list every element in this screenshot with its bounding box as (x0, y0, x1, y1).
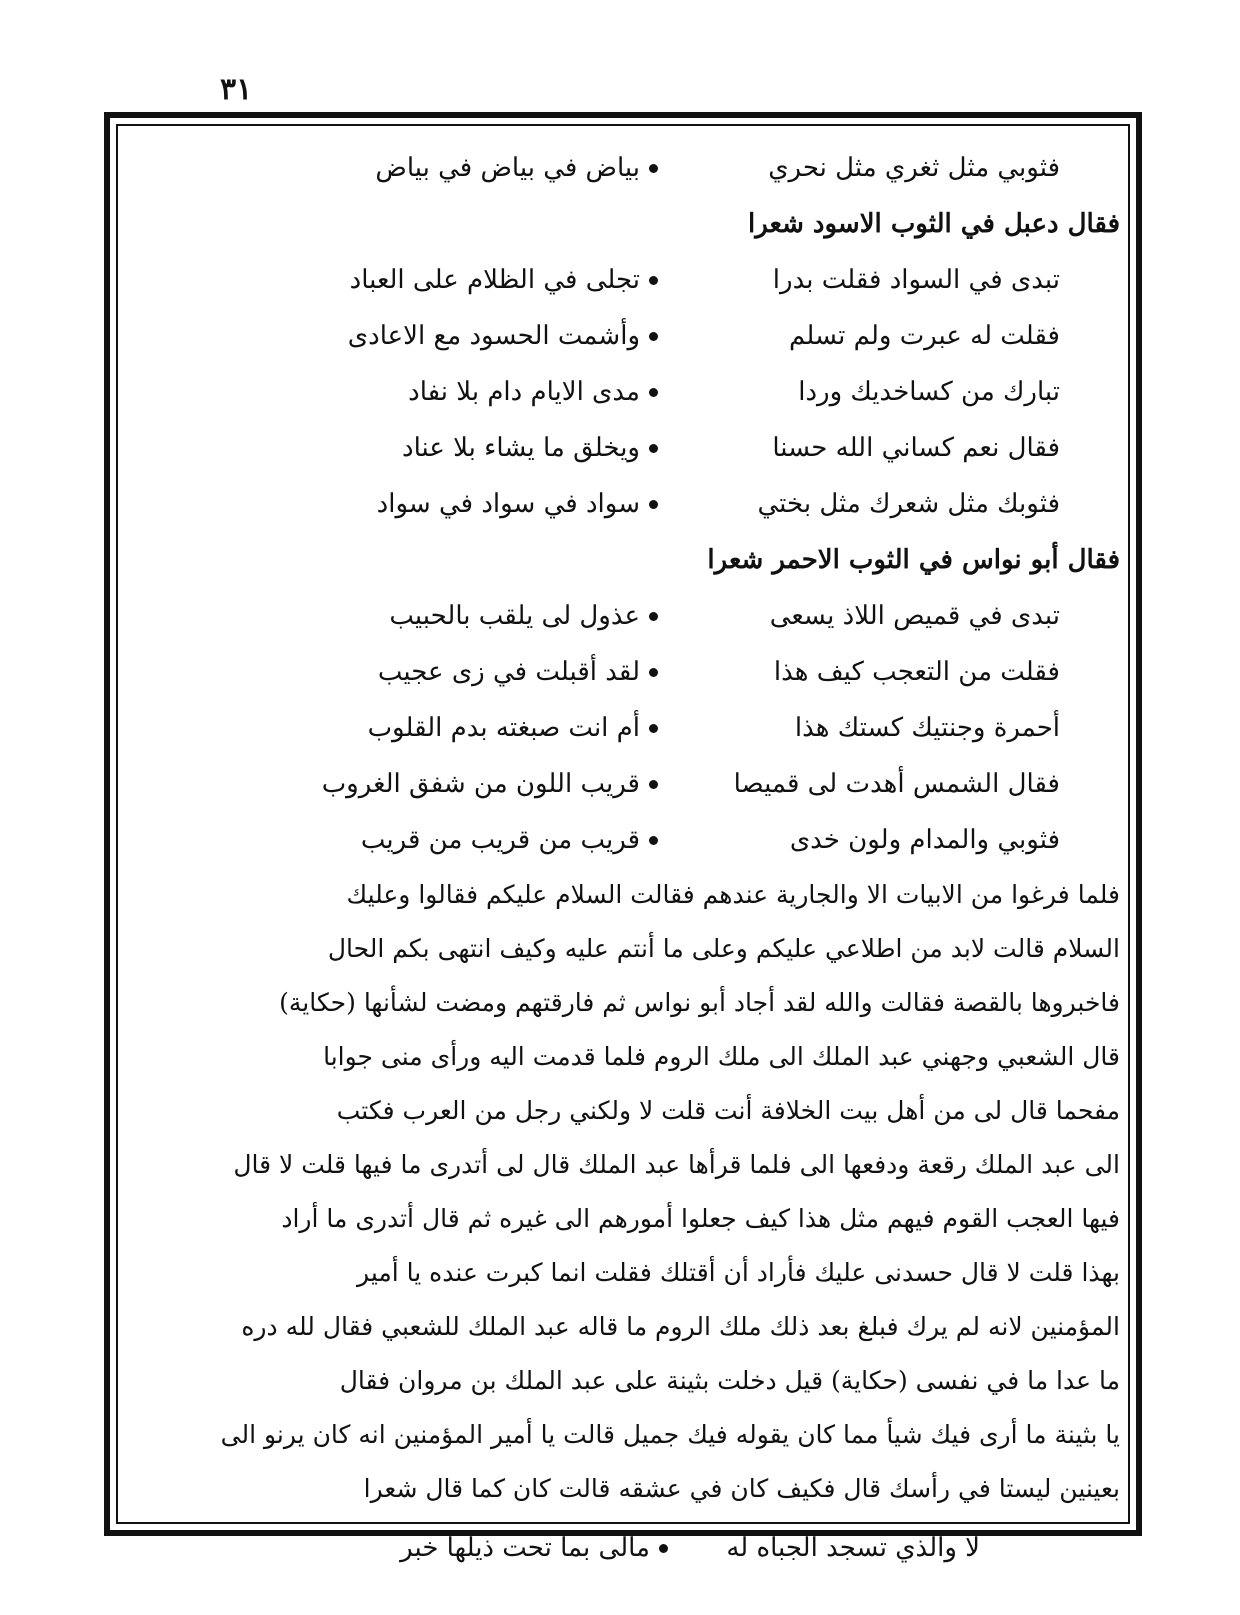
poem-verse (120, 252, 1120, 308)
verse-separator (649, 836, 658, 845)
prose-paragraph (120, 868, 1120, 1516)
verse-first-hemistich: فقال الشمس أهدت لى قميصا (733, 769, 1060, 799)
verse-first-hemistich: فقلت من التعجب كيف هذا (773, 657, 1060, 687)
verse-separator (649, 444, 658, 453)
verse-separator (649, 500, 658, 509)
verse-first-hemistich: أحمرة وجنتيك كستك هذا (794, 713, 1060, 743)
poem-verse (120, 140, 1120, 196)
verse-second-hemistich: بياض في بياض في بياض (375, 153, 640, 183)
verse-second-hemistich: قريب اللون من شفق الغروب (321, 769, 640, 799)
prose-line: مفحما قال لى من أهل بيت الخلافة أنت قلت لا ولكني رجل من العرب فكتب (336, 1096, 1120, 1125)
poem-verse (120, 644, 1120, 700)
page-number: ٣١ (220, 72, 253, 107)
poem-verse (120, 1520, 1120, 1576)
verse-separator (649, 388, 658, 397)
verse-separator (649, 668, 658, 677)
verse-first-hemistich: تبدى في السواد فقلت بدرا (772, 265, 1060, 295)
poem-heading: فقال دعبل في الثوب الاسود شعرا (747, 209, 1120, 239)
prose-line: بهذا قلت لا قال حسدنى عليك فأراد أن أقتلك فقلت انما كبرت عنده يا أمير (357, 1258, 1120, 1287)
verse-second-hemistich: مدى الايام دام بلا نفاد (408, 377, 640, 407)
prose-line: يا بثينة ما أرى فيك شيأ مما كان يقوله فيك جميل قالت يا أمير المؤمنين انه كان يرنو الى (220, 1420, 1120, 1449)
prose-line: فاخبروها بالقصة فقالت والله لقد أجاد أبو نواس ثم فارقتهم ومضت لشأنها (حكاية) (279, 988, 1120, 1017)
verse-first-hemistich: تبدى في قميص اللاذ يسعى (769, 601, 1060, 631)
prose-line: السلام قالت لابد من اطلاعي عليكم وعلى ما أنتم عليه وكيف انتهى بكم الحال (327, 934, 1120, 963)
prose-line: الى عبد الملك رقعة ودفعها الى فلما قرأها عبد الملك قال لى أتدرى ما فيها قلت لا قال (233, 1150, 1120, 1179)
verse-first-hemistich: لا والذي تسجد الجباه له (726, 1533, 980, 1563)
verse-second-hemistich: مالى بما تحت ذيلها خبر (400, 1533, 650, 1563)
verse-second-hemistich: وأشمت الحسود مع الاعادى (347, 321, 640, 351)
verse-second-hemistich: قريب من قريب من قريب (360, 825, 640, 855)
verse-second-hemistich: لقد أقبلت في زى عجيب (377, 657, 640, 687)
verse-second-hemistich: تجلى في الظلام على العباد (349, 265, 640, 295)
verse-second-hemistich: سواد في سواد في سواد (376, 489, 640, 519)
verse-first-hemistich: فثوبي والمدام ولون خدى (789, 825, 1060, 855)
poem-verse (120, 420, 1120, 476)
verse-separator (649, 612, 658, 621)
verse-first-hemistich: تبارك من كساخديك وردا (798, 377, 1060, 407)
prose-line: المؤمنين لانه لم يرك فبلغ بعد ذلك ملك الروم ما قاله عبد الملك للشعبي فقال لله دره (241, 1312, 1120, 1341)
poem-verse (120, 588, 1120, 644)
verse-separator (659, 1544, 668, 1553)
verse-separator (649, 164, 658, 173)
verse-second-hemistich: أم انت صبغته بدم القلوب (367, 713, 640, 743)
prose-line: فيها العجب القوم فيهم مثل هذا كيف جعلوا أمورهم الى غيره ثم قال أتدرى ما أراد (281, 1204, 1120, 1233)
poem-verse (120, 476, 1120, 532)
poem-verse (120, 700, 1120, 756)
prose-line: فلما فرغوا من الابيات الا والجارية عندهم فقالت السلام عليكم فقالوا وعليك (346, 880, 1120, 909)
poem-verse (120, 364, 1120, 420)
page-content (120, 140, 1120, 1576)
verse-separator (649, 780, 658, 789)
poem-verse (120, 812, 1120, 868)
verse-first-hemistich: فثوبي مثل ثغري مثل نحري (768, 153, 1060, 183)
verse-separator (649, 332, 658, 341)
prose-line: قال الشعبي وجهني عبد الملك الى ملك الروم فلما قدمت اليه ورأى منى جوابا (323, 1042, 1120, 1071)
prose-line: بعينين ليستا في رأسك قال فكيف كان في عشقه قالت كان كما قال شعرا (363, 1474, 1120, 1503)
verse-first-hemistich: فقال نعم كساني الله حسنا (772, 433, 1060, 463)
verse-separator (649, 276, 658, 285)
verse-first-hemistich: فقلت له عبرت ولم تسلم (789, 321, 1060, 351)
verse-separator (649, 724, 658, 733)
verse-second-hemistich: ويخلق ما يشاء بلا عناد (402, 433, 640, 463)
verse-first-hemistich: فثوبك مثل شعرك مثل بختي (757, 489, 1060, 519)
verse-second-hemistich: عذول لى يلقب بالحبيب (389, 601, 640, 631)
prose-line: ما عدا ما في نفسى (حكاية) قيل دخلت بثينة على عبد الملك بن مروان فقال (339, 1366, 1120, 1395)
poem-heading: فقال أبو نواس في الثوب الاحمر شعرا (707, 545, 1120, 575)
poem-verse (120, 756, 1120, 812)
poem-verse (120, 308, 1120, 364)
